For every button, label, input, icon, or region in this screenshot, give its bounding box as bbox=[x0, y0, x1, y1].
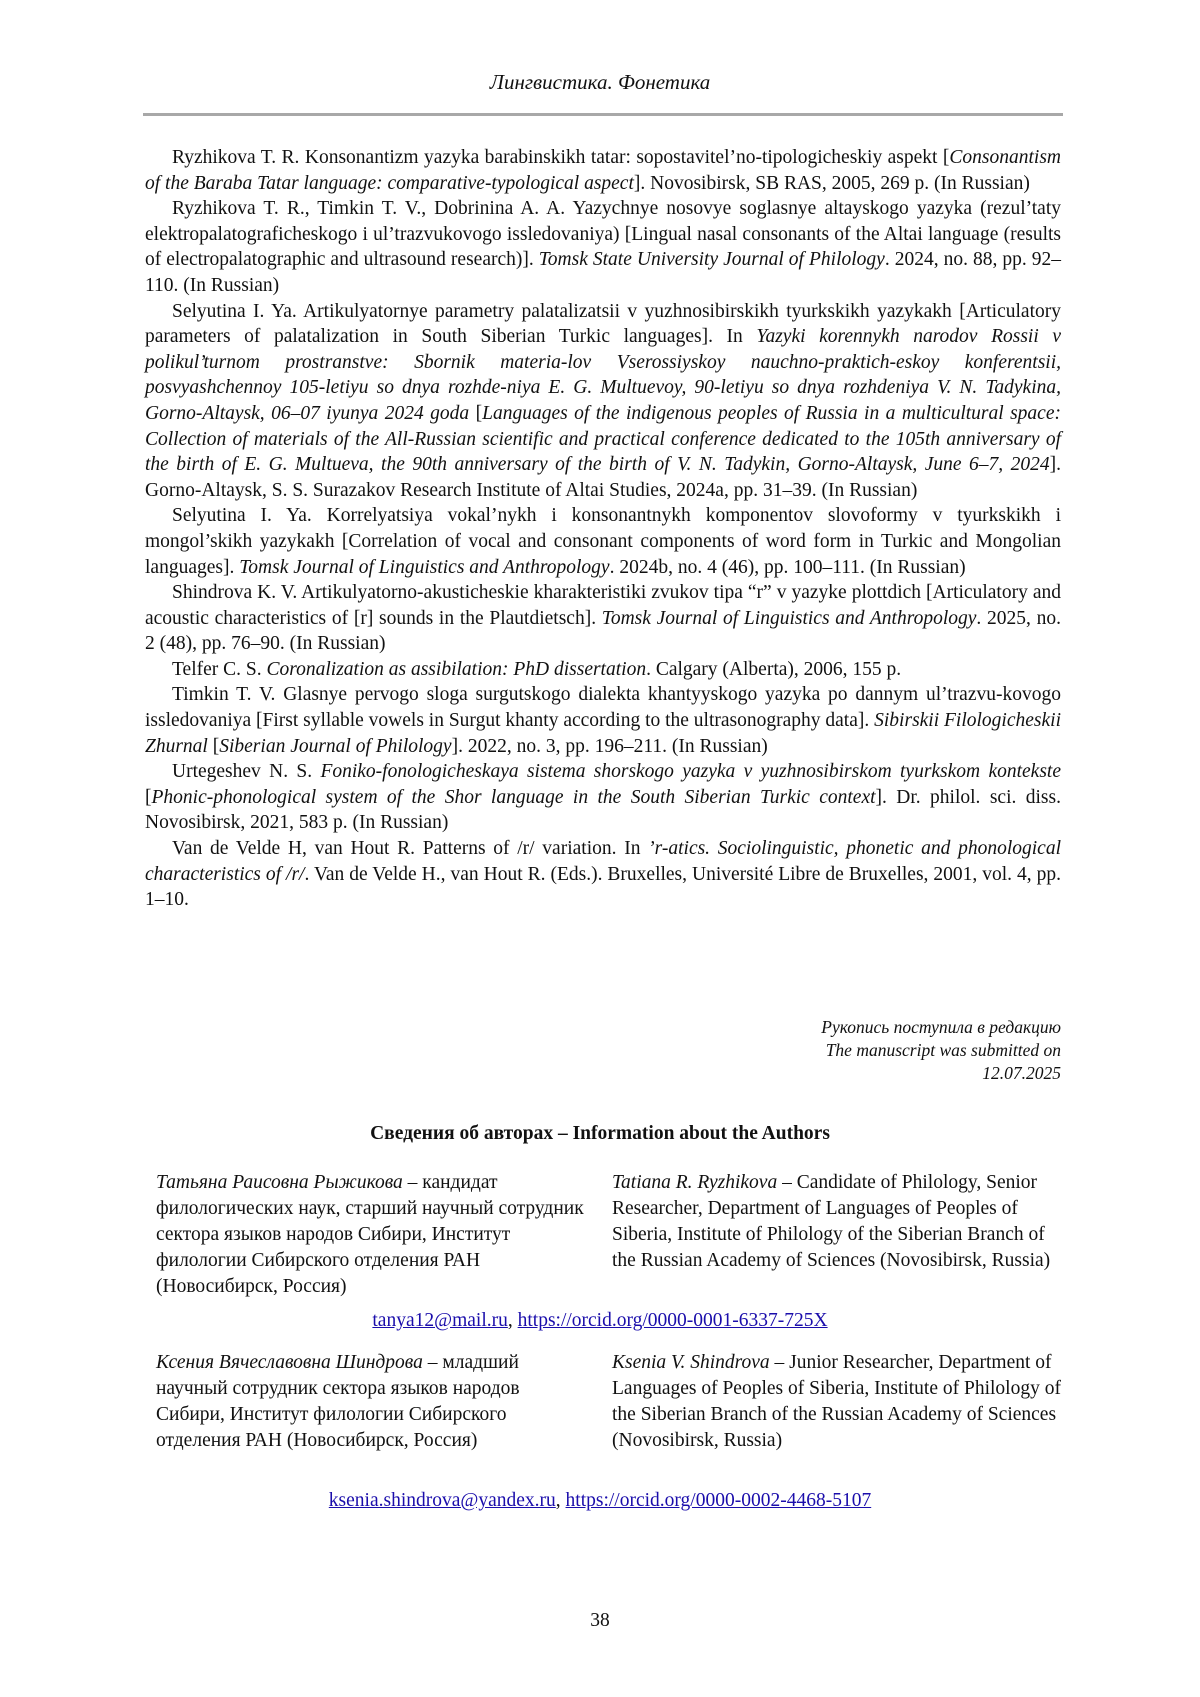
reference-item: Telfer C. S. Coronalization as assibilation: PhD dissertation. Calgary (Alberta), 2006, 155 p. bbox=[172, 658, 902, 680]
author-name: Татьяна Раисовна Рыжикова bbox=[156, 1172, 403, 1193]
reference-item: Urtegeshev N. S. Foniko-fonologicheskaya sistema shorskogo yazyka v yuzhnosibirskom tyurkskom kontekste [Phonic-phonological system of the Shor language in the South Siberian Turkic context]. Dr. philol. sci. diss. Novosibirsk, 2021, 583 p. (In Russian) bbox=[145, 761, 1061, 834]
reference-item: Shindrova K. V. Artikulyatorno-akusticheskie kharakteristiki zvukov tipa “r” v yazyke plottdich [Articulatory and acoustic characteristics of [r] sounds in the Plautdietsch]. Tomsk Journal of Linguistics and Anthropology. 2025, no. 2 (48), pp. 76–90. (In Russian) bbox=[145, 582, 1061, 655]
submission-line-ru: Рукопись поступила в редакцию bbox=[821, 1017, 1061, 1037]
reference-item: Timkin T. V. Glasnye pervogo sloga surgutskogo dialekta khantyyskogo yazyka po dannym ul’trazvu-kovogo issledovaniya [First syllable vowels in Surgut khanty according to the ultrasonography data]. Sibirskii Filologicheskii Zhurnal [Siberian Journal of Philology]. 2022, no. 3, pp. 196–211. (In Russian) bbox=[145, 684, 1061, 757]
submission-date: 12.07.2025 bbox=[982, 1063, 1061, 1083]
reference-item: Selyutina I. Ya. Artikulyatornye parametry palatalizatsii v yuzhnosibirskikh tyurkskikh yazykakh [Articulatory parameters of palatalization in South Siberian Turkic languages]. In Yazyki korennykh narodov Rossii v polikul’turnom prostranstve: Sbornik materia-lov Vserossiyskoy nauchno-praktich-eskoy konferentsii, posvyashchennoy 105-letiyu so dnya rozhde-niya E. G. Multuevoy, 90-letiyu so dnya rozhdeniya V. N. Tadykina, Gorno-Altaysk, 06–07 iyunya 2024 goda [Languages of the indigenous peoples of Russia in a multicultural space: Collection of materials of the All-Russian scientific and practical conference dedicated to the 105th anniversary of the birth of E. G. Multueva, the 90th anniversary of the birth of V. N. Tadykin, Gorno-Altaysk, June 6–7, 2024]. Gorno-Altaysk, S. S. Surazakov Research Institute of Altai Studies, 2024a, pp. 31–39. (In Russian) bbox=[145, 300, 1061, 501]
reference-list bbox=[145, 145, 1061, 913]
author-1-contacts: tanya12@mail.ru, https://orcid.org/0000-0001-6337-725X bbox=[372, 1310, 828, 1331]
email-link[interactable]: tanya12@mail.ru bbox=[372, 1310, 508, 1331]
orcid-link[interactable]: https://orcid.org/0000-0002-4468-5107 bbox=[565, 1490, 872, 1511]
header-rule bbox=[143, 113, 1063, 116]
reference-item: Ryzhikova T. R., Timkin T. V., Dobrinina A. A. Yazychnye nosovye soglasnye altayskogo yazyka (rezul’taty elektropalatograficheskogo i ul’trazvukovogo issledovaniya) [Lingual nasal consonants of the Altai language (results of electropalatographic and ultrasound research)]. Tomsk State University Journal of Philology. 2024, no. 88, pp. 92–110. (In Russian) bbox=[145, 198, 1061, 296]
author-name: Ksenia V. Shindrova bbox=[612, 1352, 770, 1373]
author-1-en: Tatiana R. Ryzhikova – Candidate of Philology, Senior Researcher, Department of Languages of Peoples of Siberia, Institute of Philology of the Siberian Branch of the Russian Academy of Sciences (Novosibirsk, Russia) bbox=[612, 1172, 1051, 1271]
submission-line-en: The manuscript was submitted on bbox=[825, 1040, 1061, 1060]
author-name: Ксения Вячеславовна Шиндрова bbox=[156, 1352, 423, 1373]
author-2-contacts: ksenia.shindrova@yandex.ru, https://orcid.org/0000-0002-4468-5107 bbox=[328, 1490, 872, 1511]
reference-item: Van de Velde H, van Hout R. Patterns of /r/ variation. In ’r-atics. Sociolinguistic, phonetic and phonological characteristics of /r/. Van de Velde H., van Hout R. (Eds.). Bruxelles, Université Libre de Bruxelles, 2001, vol. 4, pp. 1–10. bbox=[145, 838, 1062, 911]
author-2-en: Ksenia V. Shindrova – Junior Researcher, Department of Languages of Peoples of Siberia, Institute of Philology of the Siberian Branch of the Russian Academy of Sciences (Novosibirsk, Russia) bbox=[612, 1352, 1061, 1451]
reference-item: Ryzhikova T. R. Konsonantizm yazyka barabinskikh tatar: sopostavitel’no-tipologicheskiy aspekt [Consonantism of the Baraba Tatar language: comparative-typological aspect]. Novosibirsk, SB RAS, 2005, 269 p. (In Russian) bbox=[145, 147, 1061, 194]
author-name: Tatiana R. Ryzhikova bbox=[612, 1172, 778, 1193]
reference-item: Selyutina I. Ya. Korrelyatsiya vokal’nykh i konsonantnykh komponentov slovoformy v tyurkskikh i mongol’skikh yazykakh [Correlation of vocal and consonant components of word form in Turkic and Mongolian languages]. Tomsk Journal of Linguistics and Anthropology. 2024b, no. 4 (46), pp. 100–111. (In Russian) bbox=[145, 505, 1061, 578]
authors-heading: Сведения об авторах – Information about the Authors bbox=[370, 1123, 830, 1144]
submission-note bbox=[821, 1016, 1061, 1085]
running-title: Лингвистика. Фонетика bbox=[489, 70, 711, 94]
email-link[interactable]: ksenia.shindrova@yandex.ru bbox=[328, 1490, 556, 1511]
author-2-ru: Ксения Вячеславовна Шиндрова – младший научный сотрудник сектора языков народов Сибири, Институт филологии Сибирского отделения РАН (Новосибирск, Россия) bbox=[156, 1352, 520, 1451]
page-number: 38 bbox=[590, 1610, 610, 1631]
orcid-link[interactable]: https://orcid.org/0000-0001-6337-725X bbox=[517, 1310, 828, 1331]
author-1-ru: Татьяна Раисовна Рыжикова – кандидат филологических наук, старший научный сотрудник сектора языков народов Сибири, Институт филологии Сибирского отделения РАН (Новосибирск, Россия) bbox=[156, 1172, 584, 1297]
